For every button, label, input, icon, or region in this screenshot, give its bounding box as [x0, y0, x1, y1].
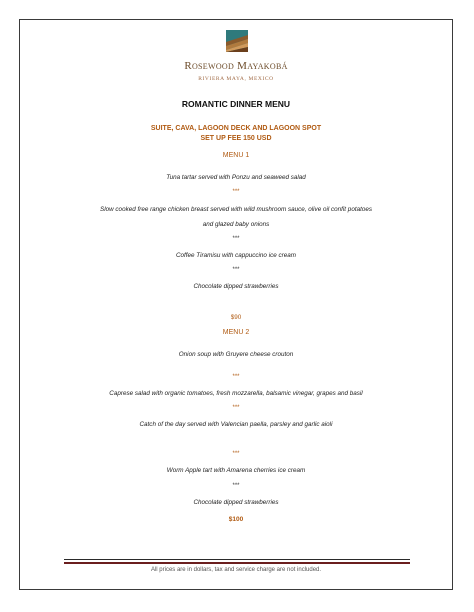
menu-2-item-2: Caprese salad with organic tomatoes, fresh mozzarella, balsamic vinegar, grapes and basil [109, 390, 363, 397]
setup-fee: SET UP FEE 150 USD [200, 135, 272, 142]
separator: *** [232, 267, 240, 273]
menu-1-item-4: Chocolate dipped strawberries [193, 283, 279, 290]
menu-2-item-4: Worm Apple tart with Amarena cherries ice cream [166, 467, 306, 474]
menu-1-price: $90 [230, 314, 242, 321]
brand-name: Rosewood Mayakobá [184, 60, 288, 72]
separator: *** [232, 236, 240, 242]
menu-2-item-1: Onion soup with Gruyere cheese crouton [178, 351, 294, 358]
footer-divider-top [64, 559, 410, 560]
brand-location: RIVIERA MAYA, MEXICO [198, 76, 274, 82]
menu-1-item-2-cont: and glazed baby onions [202, 221, 270, 228]
menu-2-label: MENU 2 [222, 329, 250, 336]
menu-2-item-5: Chocolate dipped strawberries [193, 499, 279, 506]
separator: *** [232, 451, 240, 457]
rosewood-stripe-logo-icon [226, 30, 248, 52]
menu-1-item-3: Coffee Tiramisu with cappuccino ice cream [176, 252, 296, 259]
footer-divider-bottom [64, 562, 410, 564]
menu-1-label: MENU 1 [222, 152, 250, 159]
separator: *** [232, 374, 240, 380]
separator: *** [232, 405, 240, 411]
menu-title: ROMANTIC DINNER MENU [181, 99, 291, 109]
separator: *** [232, 189, 240, 195]
separator: *** [232, 483, 240, 489]
menu-locations: SUITE, CAVA, LAGOON DECK AND LAGOON SPOT [150, 125, 322, 132]
footer-note: All prices are in dollars, tax and service charge are not included. [150, 567, 322, 573]
menu-1-item-2: Slow cooked free range chicken breast served with wild mushroom sauce, olive oil confit potatoes [100, 206, 372, 213]
menu-2-item-3: Catch of the day served with Valencian paella, parsley and garlic aioli [139, 421, 333, 428]
menu-1-item-1: Tuna tartar served with Ponzu and seaweed salad [166, 174, 306, 181]
menu-2-price: $100 [228, 516, 244, 523]
